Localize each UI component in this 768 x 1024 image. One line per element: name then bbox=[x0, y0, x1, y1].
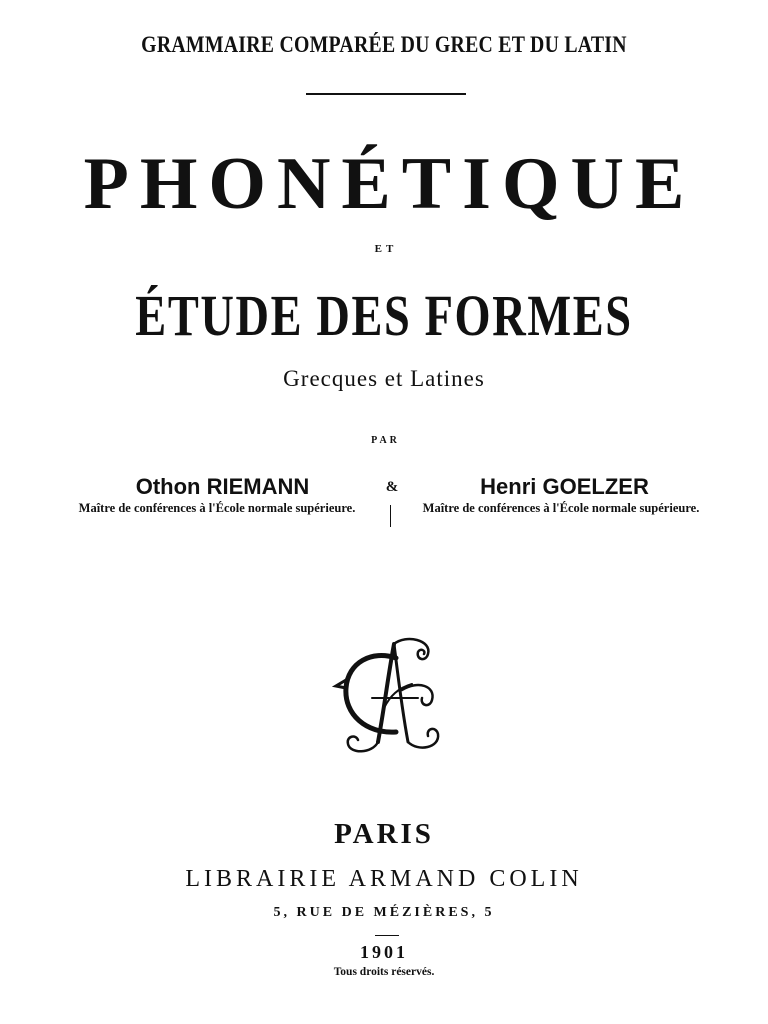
rights-notice: Tous droits réservés. bbox=[333, 966, 435, 978]
publisher-name: LIBRAIRIE ARMAND COLIN bbox=[185, 866, 583, 892]
publication-city: PARIS bbox=[334, 818, 434, 850]
main-title: PHONÉTIQUE bbox=[83, 143, 696, 225]
author-name-riemann: Othon RIEMANN bbox=[135, 474, 310, 499]
author-name-goelzer: Henri GOELZER bbox=[480, 474, 649, 499]
author-role-riemann: Maître de conférences à l'École normale supérieure. bbox=[78, 501, 356, 515]
year-rule bbox=[375, 935, 399, 936]
publisher-monogram-icon bbox=[332, 636, 448, 758]
author-divider bbox=[390, 505, 391, 527]
series-title: GRAMMAIRE COMPARÉE DU GREC ET DU LATIN bbox=[141, 32, 627, 57]
subtitle: Grecques et Latines bbox=[283, 366, 485, 391]
author-role-goelzer: Maître de conférences à l'École normale supérieure. bbox=[422, 501, 700, 515]
publication-year: 1901 bbox=[360, 942, 408, 962]
title-conjunction: ET bbox=[374, 243, 398, 255]
by-label: PAR bbox=[371, 435, 400, 446]
second-title: ÉTUDE DES FORMES bbox=[135, 283, 633, 348]
ampersand: & bbox=[385, 479, 399, 495]
title-rule bbox=[306, 93, 466, 95]
publisher-address: 5, RUE DE MÉZIÈRES, 5 bbox=[273, 905, 495, 920]
